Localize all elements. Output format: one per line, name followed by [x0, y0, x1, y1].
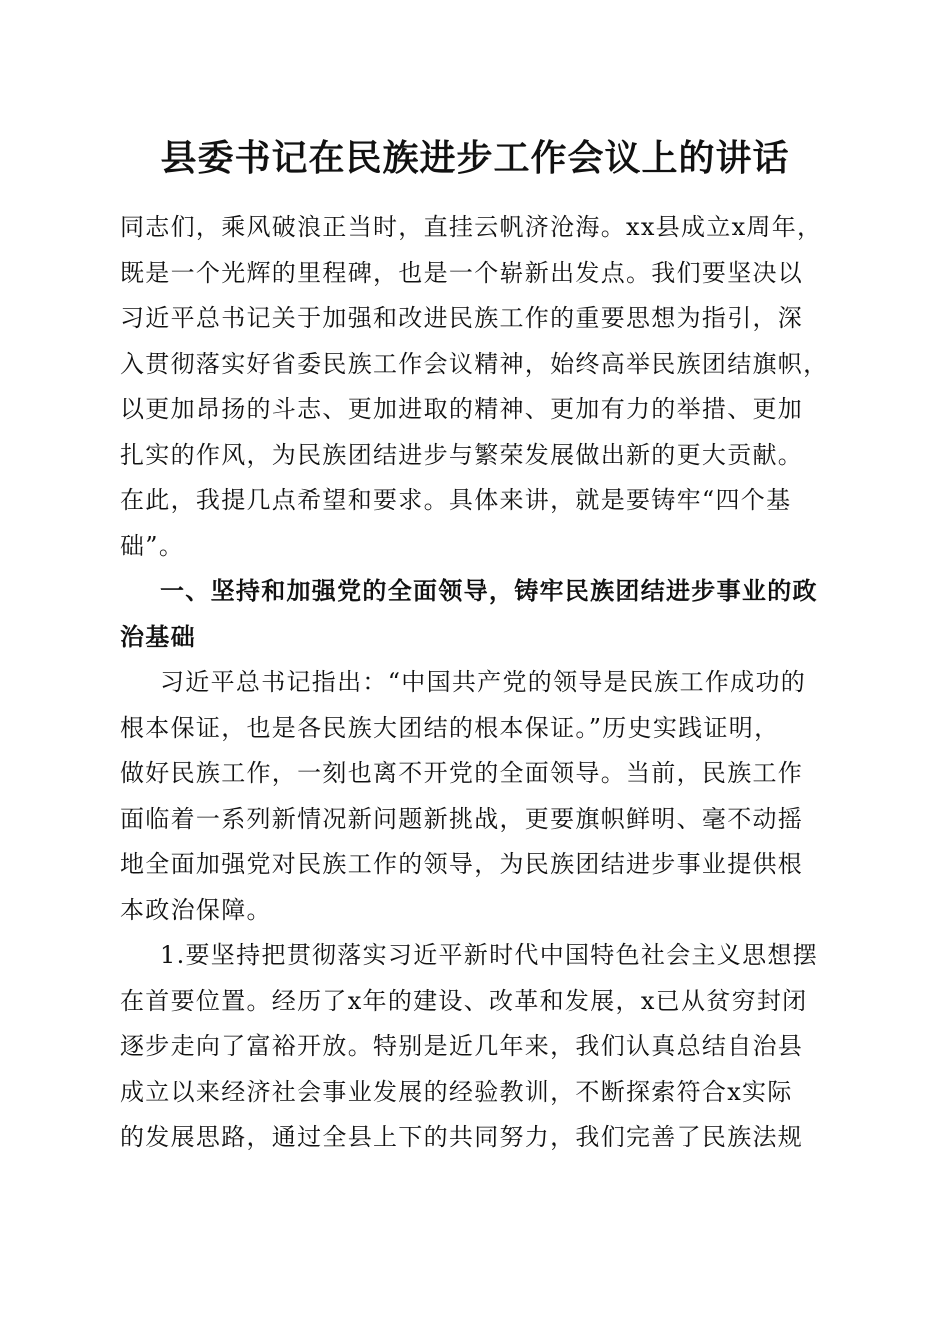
section-heading	[120, 569, 840, 660]
point-paragraph	[120, 933, 840, 1161]
document-body	[120, 205, 840, 1161]
text-line: 成立以来经济社会事业发展的经验教训，不断探索符合x实际	[120, 1077, 793, 1106]
text-line: 习近平总书记指出：“中国共产党的领导是民族工作成功的	[160, 668, 807, 696]
intro-paragraph	[120, 205, 840, 569]
text-line: 根本保证，也是各民族大团结的根本保证。”历史实践证明，	[120, 713, 780, 742]
text-line: 地全面加强党对民族工作的领导，为民族团结进步事业提供根	[120, 850, 804, 878]
heading-line: 治基础	[120, 622, 196, 651]
heading-line: 一、坚持和加强党的全面领导，铸牢民族团结进步事业的政	[160, 577, 818, 605]
text-line: 同志们，乘风破浪正当时，直挂云帆济沧海。xx县成立x周年，	[120, 213, 823, 241]
text-line: 做好民族工作，一刻也离不开党的全面领导。当前，民族工作	[120, 759, 804, 787]
text-line: 以更加昂扬的斗志、更加进取的精神、更加有力的举措、更加	[120, 395, 804, 423]
text-line: 面临着一系列新情况新问题新挑战，更要旗帜鲜明、毫不动摇	[120, 804, 804, 833]
text-line: 既是一个光辉的里程碑，也是一个崭新出发点。我们要坚决以	[120, 258, 804, 287]
document-title: 县委书记在民族进步工作会议上的讲话	[160, 137, 790, 179]
text-line: 扎实的作风，为民族团结进步与繁荣发展做出新的更大贡献。	[120, 440, 804, 469]
text-line: 在首要位置。经历了x年的建设、改革和发展，x已从贫穷封闭	[120, 986, 808, 1015]
text-line: 入贯彻落实好省委民族工作会议精神，始终高举民族团结旗帜，	[120, 349, 829, 378]
section-paragraph	[120, 660, 840, 933]
text-line: 在此，我提几点希望和要求。具体来讲，就是要铸牢“四个基	[120, 486, 792, 514]
text-line: 1.要坚持把贯彻落实习近平新时代中国特色社会主义思想摆	[160, 941, 818, 969]
text-line: 础”。	[120, 531, 185, 560]
text-line: 的发展思路，通过全县上下的共同努力，我们完善了民族法规	[120, 1123, 804, 1151]
text-line: 逐步走向了富裕开放。特别是近几年来，我们认真总结自治县	[120, 1032, 804, 1060]
text-line: 习近平总书记关于加强和改进民族工作的重要思想为指引，深	[120, 304, 804, 332]
text-line: 本政治保障。	[120, 895, 272, 924]
